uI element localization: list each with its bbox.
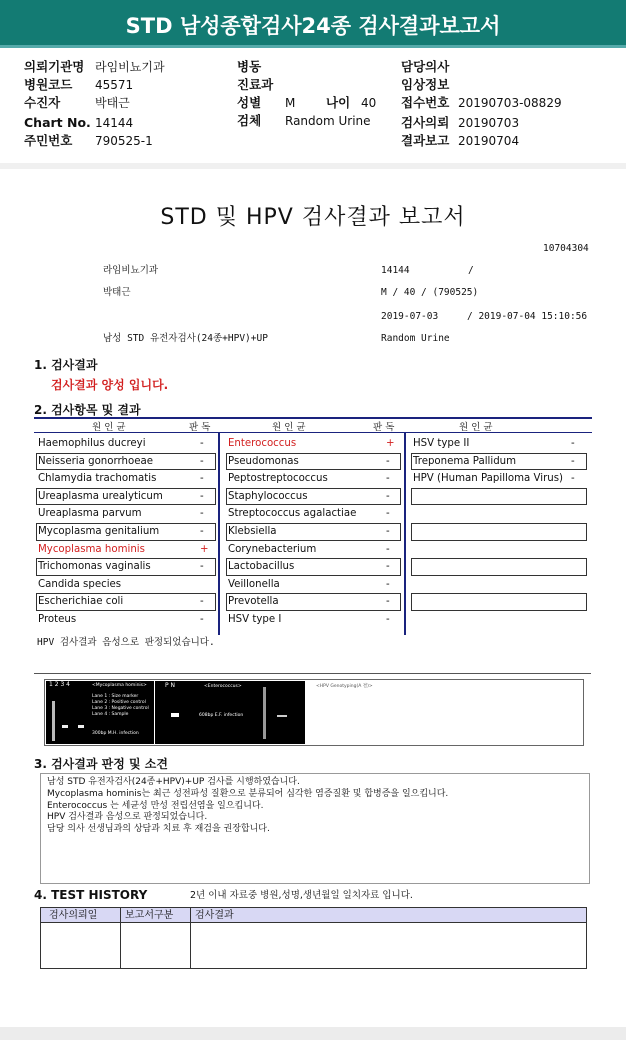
pathogen-result: - <box>200 526 204 537</box>
comment-line-3: Enterococcus 는 세균성 만성 전립선염을 일으킵니다. <box>47 800 264 811</box>
specimen-value: Random Urine <box>285 114 371 128</box>
sex-label: 성별 <box>237 95 262 110</box>
pathogen-result: - <box>386 526 390 537</box>
history-col-type: 보고서구분 <box>121 908 191 923</box>
report-specimen: Random Urine <box>381 333 450 344</box>
pathogen-result: - <box>200 596 204 608</box>
institution-label: 의뢰기관명 <box>24 59 85 74</box>
col1-header: 원 인 균 <box>92 422 126 433</box>
gel-photo-1 <box>46 681 88 744</box>
band-sample <box>78 725 84 728</box>
pathogen-result: - <box>386 543 390 555</box>
dept-label: 진료과 <box>237 77 274 92</box>
pathogen-result: - <box>571 438 575 449</box>
panel1-legend-1: Lane 1 : Size marker <box>92 694 139 699</box>
report-slash: / <box>468 265 474 276</box>
comment-line-5: 담당 의사 선생님과의 상담과 치료 후 재검을 권장합니다. <box>47 824 270 835</box>
pathogen-name: HPV (Human Papilloma Virus) <box>413 473 563 485</box>
col1-judge-header: 판 독 <box>189 422 211 433</box>
pathogen-result: - <box>200 561 204 573</box>
positive-result: 검사결과 양성 입니다. <box>51 378 169 392</box>
panel1-legend-2: Lane 2 : Positive control <box>92 700 146 705</box>
request-label: 검사의뢰 <box>401 115 450 130</box>
hospital-code-value: 45571 <box>95 78 134 92</box>
pathogen-result: - <box>386 508 390 520</box>
receipt-value: 20190703-08829 <box>458 96 562 110</box>
footer-bar <box>0 1027 626 1040</box>
row-box <box>411 523 587 541</box>
comment-line-2: Mycoplasma hominis는 최근 성전파성 질환으로 분류되어 심각한 염증질환 및 합병증을 일으킵니다. <box>47 788 449 799</box>
hpv-note: HPV 검사결과 음성으로 판정되었습니다. <box>37 637 215 648</box>
report-date-to: / 2019-07-04 15:10:56 <box>467 311 588 322</box>
pathogen-name: Candida species <box>38 578 122 590</box>
pathogen-result: - <box>200 508 204 520</box>
header-separator <box>0 163 626 169</box>
section3-heading: 3. 검사결과 판정 및 소견 <box>34 757 168 771</box>
id-value: 790525-1 <box>95 134 153 148</box>
panel2-arrow-label: 608bp E.F. infection <box>199 713 244 718</box>
id-label: 주민번호 <box>24 133 73 148</box>
pathogen-result: - <box>200 438 204 449</box>
report-chart-no: 14144 <box>381 265 410 276</box>
pathogen-name: Ureaplasma urealyticum <box>38 490 163 502</box>
pathogen-name: Enterococcus <box>228 438 297 449</box>
pathogen-name: Neisseria gonorrhoeae <box>38 455 153 467</box>
row-box <box>411 488 587 506</box>
hpv-ladder <box>263 687 266 739</box>
specimen-label: 검체 <box>237 113 262 128</box>
pathogen-result: - <box>386 473 390 485</box>
std-hpv-report-title: STD 및 HPV 검사결과 보고서 <box>160 205 466 230</box>
pathogen-name: Ureaplasma parvum <box>38 508 142 520</box>
history-table <box>40 907 587 969</box>
title-strip <box>0 45 626 48</box>
pathogen-result: - <box>386 614 390 625</box>
pathogen-name: Proteus <box>38 614 77 625</box>
section4-heading: 4. TEST HISTORY <box>34 888 148 902</box>
report-date-label: 결과보고 <box>401 133 450 148</box>
section2-heading: 2. 검사항목 및 결과 <box>34 403 141 417</box>
pathogen-result: - <box>386 561 390 573</box>
clinical-label: 임상정보 <box>401 77 450 92</box>
hpv-band <box>277 715 287 717</box>
pathogen-name: HSV type II <box>413 438 470 449</box>
panel1-legend-3: Lane 3 : Negative control <box>92 706 149 711</box>
panel1-arrow-label: 300bp M.H. infection <box>92 731 139 736</box>
doctor-label: 담당의사 <box>401 59 450 74</box>
receipt-label: 접수번호 <box>401 95 450 110</box>
report-test-name: 남성 STD 유전자검사(24종+HPV)+UP <box>103 333 268 344</box>
sex-value: M <box>285 96 296 110</box>
section1-heading: 1. 검사결과 <box>34 358 98 372</box>
chart-label: Chart No. <box>24 115 91 130</box>
row-box <box>411 593 587 611</box>
pathogen-name: Lactobacillus <box>228 561 295 573</box>
pathogen-result: - <box>200 473 204 485</box>
pathogen-name: Haemophilus ducreyi <box>38 438 146 449</box>
pathogen-result: - <box>386 455 390 467</box>
pathogen-name: HSV type I <box>228 614 282 625</box>
request-value: 20190703 <box>458 116 520 130</box>
history-body-col1 <box>41 908 121 968</box>
hospital-code-label: 병원코드 <box>24 77 73 92</box>
panel2-title: <Enterococcus> <box>204 684 242 689</box>
pathogen-result: - <box>200 490 204 502</box>
pathogen-name: Veillonella <box>228 578 280 590</box>
comment-line-4: HPV 검사결과 음성으로 판정되었습니다. <box>47 812 208 823</box>
pathogen-name: Streptococcus agalactiae <box>228 508 357 520</box>
history-note: 2년 이내 자료중 병원,성명,생년월일 일치자료 입니다. <box>190 890 413 901</box>
pathogen-result: + <box>200 543 209 555</box>
report-date-from: 2019-07-03 <box>381 311 439 322</box>
report-institution: 라임비뇨기과 <box>103 265 159 276</box>
pathogen-result: - <box>200 614 204 625</box>
age-value: 40 <box>361 96 377 110</box>
pathogen-name: Escherichiae coli <box>38 596 124 608</box>
report-title-bar <box>0 0 626 48</box>
gel-photo-2 <box>155 681 189 744</box>
comment-line-1: 남성 STD 유전자검사(24종+HPV)+UP 검사를 시행하였습니다. <box>47 777 300 787</box>
report-sex-age: M / 40 / (790525) <box>381 287 479 298</box>
pathogen-name: Mycoplasma genitalium <box>38 526 160 537</box>
pathogen-name: Peptostreptococcus <box>228 473 328 485</box>
pathogen-result: + <box>386 438 395 449</box>
panel2-lanes: P N <box>165 682 176 689</box>
pathogen-result: - <box>200 455 204 467</box>
chart-value: 14144 <box>95 116 134 130</box>
col-divider-1 <box>218 433 220 635</box>
band-enterococcus <box>171 713 179 717</box>
ward-label: 병동 <box>237 59 262 74</box>
pathogen-name: Chlamydia trachomatis <box>38 473 157 485</box>
panel3-title: <HPV Genotyping(A 결)> <box>316 684 373 689</box>
report-patient: 박태근 <box>103 287 131 298</box>
panel1-title: <Mycoplasma hominis> <box>92 683 147 688</box>
comment-box <box>40 773 590 884</box>
pathogen-result: - <box>386 490 390 502</box>
patient-value: 박태근 <box>95 96 130 110</box>
report-title: STD 남성종합검사24종 검사결과보고서 <box>125 14 501 38</box>
history-col-result: 검사결과 <box>195 910 234 921</box>
history-col-request: 검사의뢰일 <box>41 908 121 923</box>
pathogen-result: - <box>386 578 390 590</box>
doc-number: 10704304 <box>543 243 589 254</box>
pathogen-name: Trichomonas vaginalis <box>38 561 151 573</box>
panel1-lanes: 1 2 3 4 <box>49 681 70 688</box>
patient-header <box>0 52 626 164</box>
pathogen-result: - <box>571 455 575 467</box>
report-date-value: 20190704 <box>458 134 520 148</box>
ladder-band <box>52 701 55 741</box>
pathogen-result: - <box>386 596 390 608</box>
pathogen-name: Klebsiella <box>228 526 277 537</box>
panel1-legend-4: Lane 4 : Sample <box>92 712 129 717</box>
history-body-col2 <box>121 908 191 968</box>
pathogen-name: Pseudomonas <box>228 455 299 467</box>
divider-line <box>34 673 591 674</box>
col2-judge-header: 판 독 <box>373 422 395 433</box>
patient-label: 수진자 <box>24 95 61 110</box>
band-positive <box>62 725 68 728</box>
pathogen-name: Corynebacterium <box>228 543 317 555</box>
age-label: 나이 <box>326 95 351 110</box>
pathogen-name: Mycoplasma hominis <box>38 543 145 555</box>
row-box <box>411 558 587 576</box>
col3-header: 원 인 균 <box>459 422 493 433</box>
col2-header: 원 인 균 <box>272 422 306 433</box>
pathogen-name: Staphylococcus <box>228 490 308 502</box>
pathogen-name: Prevotella <box>228 596 279 608</box>
col-divider-2 <box>404 433 406 635</box>
pathogen-result: - <box>571 473 575 485</box>
pathogen-name: Treponema Pallidum <box>413 455 517 467</box>
gel-legend-3 <box>305 681 582 744</box>
gel-photo-3 <box>257 681 305 744</box>
institution-value: 라임비뇨기과 <box>95 60 165 74</box>
